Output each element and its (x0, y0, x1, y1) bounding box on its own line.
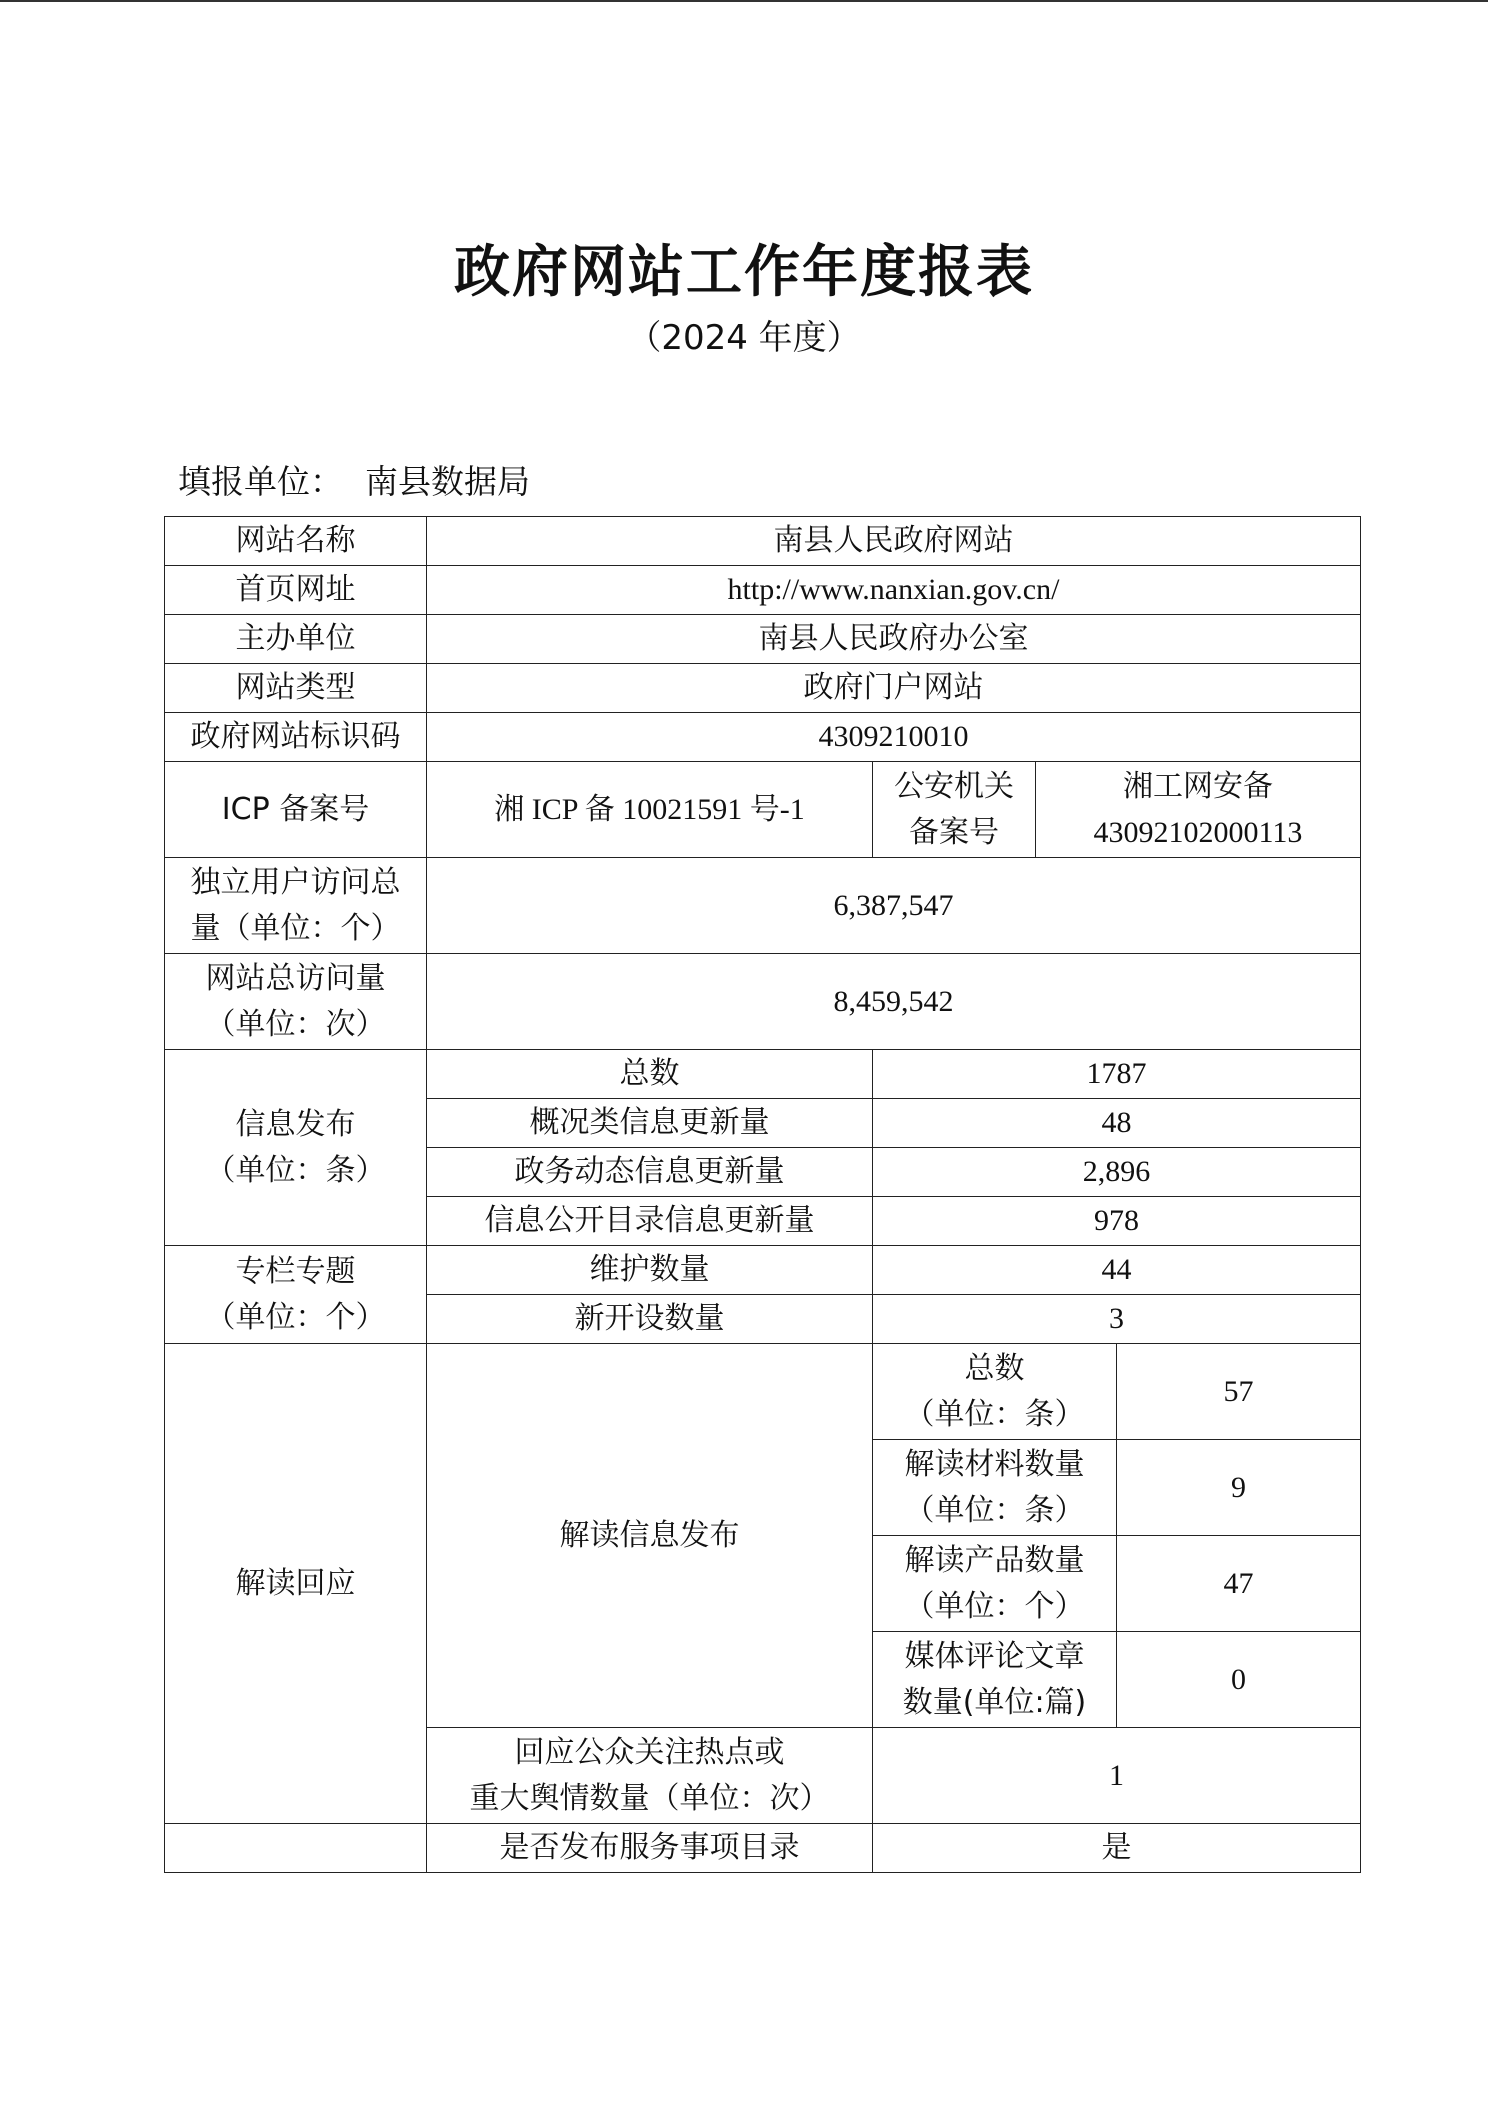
interpret-item-value: 47 (1117, 1536, 1361, 1632)
filler-unit-value: 南县数据局 (365, 462, 530, 501)
hotspot-value: 1 (873, 1728, 1361, 1824)
unique-visitors-label: 独立用户访问总 量（单位：个） (165, 858, 427, 954)
table-row (165, 1246, 1361, 1295)
police-record-label: 公安机关 备案号 (873, 762, 1036, 858)
site-name-label: 网站名称 (165, 517, 427, 566)
columns-item-value: 3 (873, 1295, 1361, 1344)
site-type-label: 网站类型 (165, 664, 427, 713)
row-unique-visitors (165, 858, 1361, 954)
interpret-item-value: 9 (1117, 1440, 1361, 1536)
interpret-item-label: 解读产品数量 （单位：个） (873, 1536, 1117, 1632)
interpret-item-value: 0 (1117, 1632, 1361, 1728)
publish-item-label: 概况类信息更新量 (427, 1099, 873, 1148)
row-total-visits (165, 954, 1361, 1050)
publish-item-value: 48 (873, 1099, 1361, 1148)
row-sponsor (165, 615, 1361, 664)
service-empty-cell (165, 1824, 427, 1873)
row-homepage (165, 566, 1361, 615)
row-icp (165, 762, 1361, 858)
columns-item-label: 新开设数量 (427, 1295, 873, 1344)
filler-unit-line (178, 456, 530, 503)
sponsor-value: 南县人民政府办公室 (427, 615, 1361, 664)
page-title: 政府网站工作年度报表 (454, 240, 1034, 305)
homepage-value: http://www.nanxian.gov.cn/ (427, 566, 1361, 615)
interpret-item-value: 57 (1117, 1344, 1361, 1440)
icp-label: ICP 备案号 (165, 762, 427, 858)
unique-visitors-value: 6,387,547 (427, 858, 1361, 954)
interpret-item-label: 总数 （单位：条） (873, 1344, 1117, 1440)
homepage-label: 首页网址 (165, 566, 427, 615)
site-name-value: 南县人民政府网站 (427, 517, 1361, 566)
columns-item-label: 维护数量 (427, 1246, 873, 1295)
publish-group-label: 信息发布 （单位：条） (165, 1050, 427, 1246)
service-catalog-label: 是否发布服务事项目录 (427, 1824, 873, 1873)
report-table (164, 516, 1361, 1873)
police-record-value: 湘工网安备 43092102000113 (1036, 762, 1361, 858)
publish-item-value: 1787 (873, 1050, 1361, 1099)
publish-item-label: 政务动态信息更新量 (427, 1148, 873, 1197)
site-id-value: 4309210010 (427, 713, 1361, 762)
row-site-name (165, 517, 1361, 566)
total-visits-label: 网站总访问量 （单位：次） (165, 954, 427, 1050)
publish-item-value: 2,896 (873, 1148, 1361, 1197)
columns-item-value: 44 (873, 1246, 1361, 1295)
page-top-border (0, 0, 1488, 2)
table-row (165, 1050, 1361, 1099)
row-site-id (165, 713, 1361, 762)
row-site-type (165, 664, 1361, 713)
interpret-item-label: 媒体评论文章 数量(单位:篇) (873, 1632, 1117, 1728)
service-catalog-value: 是 (873, 1824, 1361, 1873)
publish-item-label: 总数 (427, 1050, 873, 1099)
publish-item-label: 信息公开目录信息更新量 (427, 1197, 873, 1246)
sponsor-label: 主办单位 (165, 615, 427, 664)
report-year: （2024 年度） (627, 318, 861, 358)
interpret-publish-label: 解读信息发布 (427, 1344, 873, 1728)
publish-item-value: 978 (873, 1197, 1361, 1246)
row-service-catalog (165, 1824, 1361, 1873)
icp-value: 湘 ICP 备 10021591 号-1 (427, 762, 873, 858)
interpret-group-label: 解读回应 (165, 1344, 427, 1824)
hotspot-label: 回应公众关注热点或 重大舆情数量（单位：次） (427, 1728, 873, 1824)
site-id-label: 政府网站标识码 (165, 713, 427, 762)
filler-unit-label: 填报单位： (178, 462, 343, 501)
total-visits-value: 8,459,542 (427, 954, 1361, 1050)
columns-group-label: 专栏专题 （单位：个） (165, 1246, 427, 1344)
site-type-value: 政府门户网站 (427, 664, 1361, 713)
interpret-item-label: 解读材料数量 （单位：条） (873, 1440, 1117, 1536)
table-row (165, 1344, 1361, 1440)
